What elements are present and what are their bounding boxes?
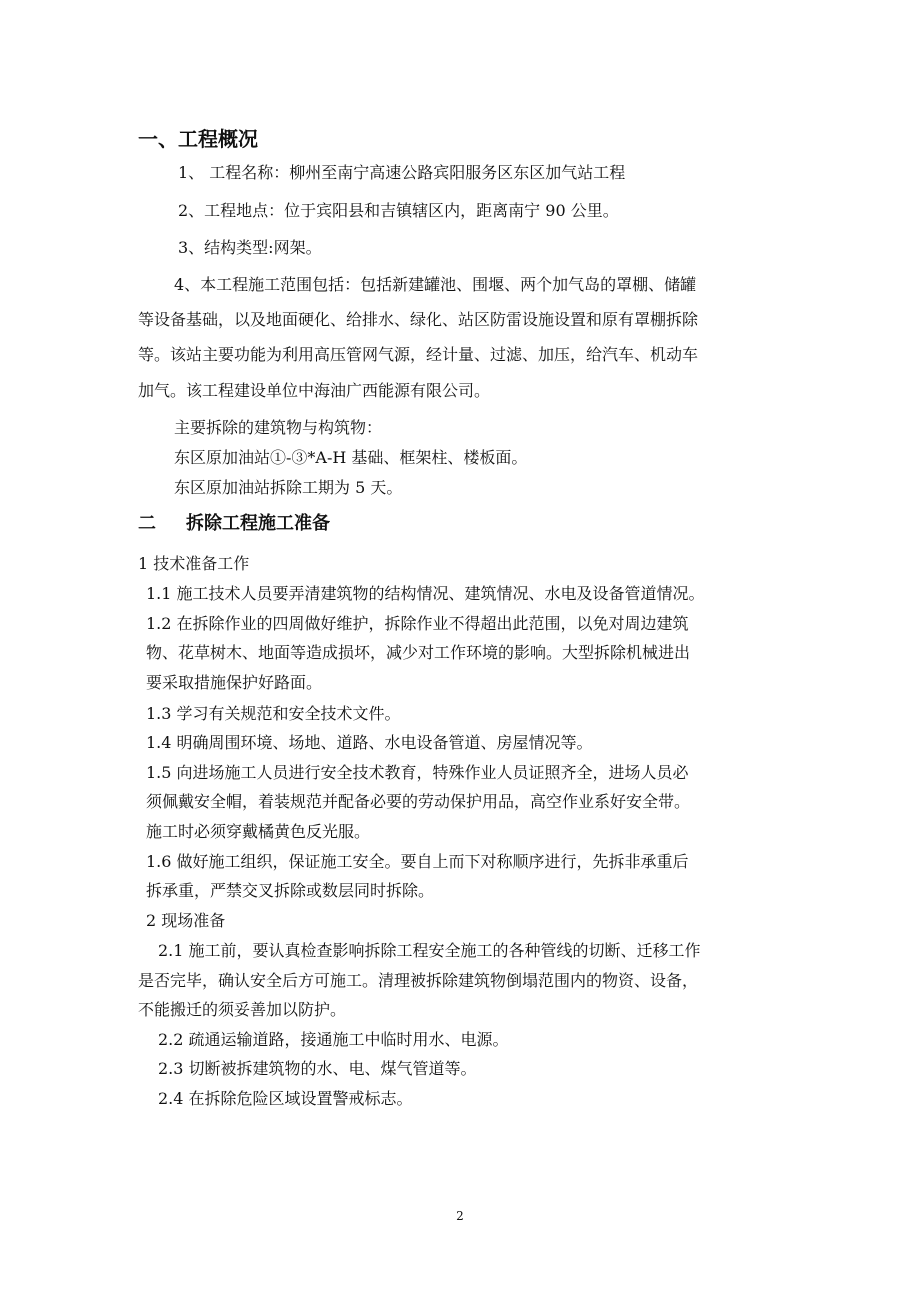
section-1-title: 一、工程概况 (138, 127, 258, 151)
section-2-text: 拆除工程施工准备 (186, 513, 330, 534)
site-prep-title: 2 现场准备 (146, 911, 226, 930)
demolish-item: 东区原加油站①-③*A-H 基础、框架柱、楼板面。 (174, 448, 528, 467)
demolish-period: 东区原加油站拆除工期为 5 天。 (174, 478, 403, 497)
site-item-2-4: 2.4 在拆除危险区域设置警戒标志。 (158, 1089, 413, 1108)
site-item-2-1-cont: 是否完毕，确认安全后方可施工。清理被拆除建筑物倒塌范围内的物资、设备， (138, 971, 699, 990)
tech-prep-title: 1 技术准备工作 (138, 554, 250, 573)
site-item-2-1-cont: 不能搬迁的须妥善加以防护。 (138, 1000, 347, 1019)
tech-item-1-1: 1.1 施工技术人员要弄清建筑物的结构情况、建筑情况、水电及设备管道情况。 (146, 584, 705, 603)
scope-line-3: 等。该站主要功能为利用高压管网气源，经计量、过滤、加压，给汽车、机动车 (138, 345, 699, 364)
scope-line-4: 加气。该工程建设单位中海油广西能源有限公司。 (138, 381, 491, 400)
demolish-title: 主要拆除的建筑物与构筑物： (174, 418, 383, 437)
site-item-2-1: 2.1 施工前，要认真检查影响拆除工程安全施工的各种管线的切断、迁移工作 (158, 941, 701, 960)
tech-item-1-5-cont: 施工时必须穿戴橘黄色反光服。 (146, 822, 371, 841)
scope-line-2: 等设备基础，以及地面硬化、给排水、绿化、站区防雷设施设置和原有罩棚拆除 (138, 310, 699, 329)
site-item-2-2: 2.2 疏通运输道路，接通施工中临时用水、电源。 (158, 1030, 509, 1049)
tech-item-1-2: 1.2 在拆除作业的四周做好维护，拆除作业不得超出此范围，以免对周边建筑 (146, 614, 689, 633)
project-location: 2、工程地点：位于宾阳县和吉镇辖区内，距离南宁 90 公里。 (178, 201, 619, 220)
section-2-title (138, 513, 330, 535)
page-number: 2 (456, 1209, 464, 1223)
tech-item-1-6: 1.6 做好施工组织，保证施工安全。要自上而下对称顺序进行，先拆非承重后 (146, 852, 689, 871)
structure-type: 3、结构类型:网架。 (178, 238, 322, 257)
section-2-number: 二 (138, 513, 156, 534)
tech-item-1-3: 1.3 学习有关规范和安全技术文件。 (146, 704, 401, 723)
tech-item-1-2-cont: 物、花草树木、地面等造成损坏，减少对工作环境的影响。大型拆除机械进出 (146, 643, 691, 662)
tech-item-1-2-cont: 要采取措施保护好路面。 (146, 673, 323, 692)
project-name: 1、 工程名称：柳州至南宁高速公路宾阳服务区东区加气站工程 (178, 163, 626, 182)
scope-line-1: 4、本工程施工范围包括：包括新建罐池、围堰、两个加气岛的罩棚、储罐 (174, 275, 697, 294)
tech-item-1-4: 1.4 明确周围环境、场地、道路、水电设备管道、房屋情况等。 (146, 733, 593, 752)
site-item-2-3: 2.3 切断被拆建筑物的水、电、煤气管道等。 (158, 1059, 477, 1078)
tech-item-1-6-cont: 拆承重，严禁交叉拆除或数层同时拆除。 (146, 881, 435, 900)
tech-item-1-5: 1.5 向进场施工人员进行安全技术教育，特殊作业人员证照齐全，进场人员必 (146, 763, 689, 782)
tech-item-1-5-cont: 须佩戴安全帽，着装规范并配备必要的劳动保护用品，高空作业系好安全带。 (146, 792, 691, 811)
